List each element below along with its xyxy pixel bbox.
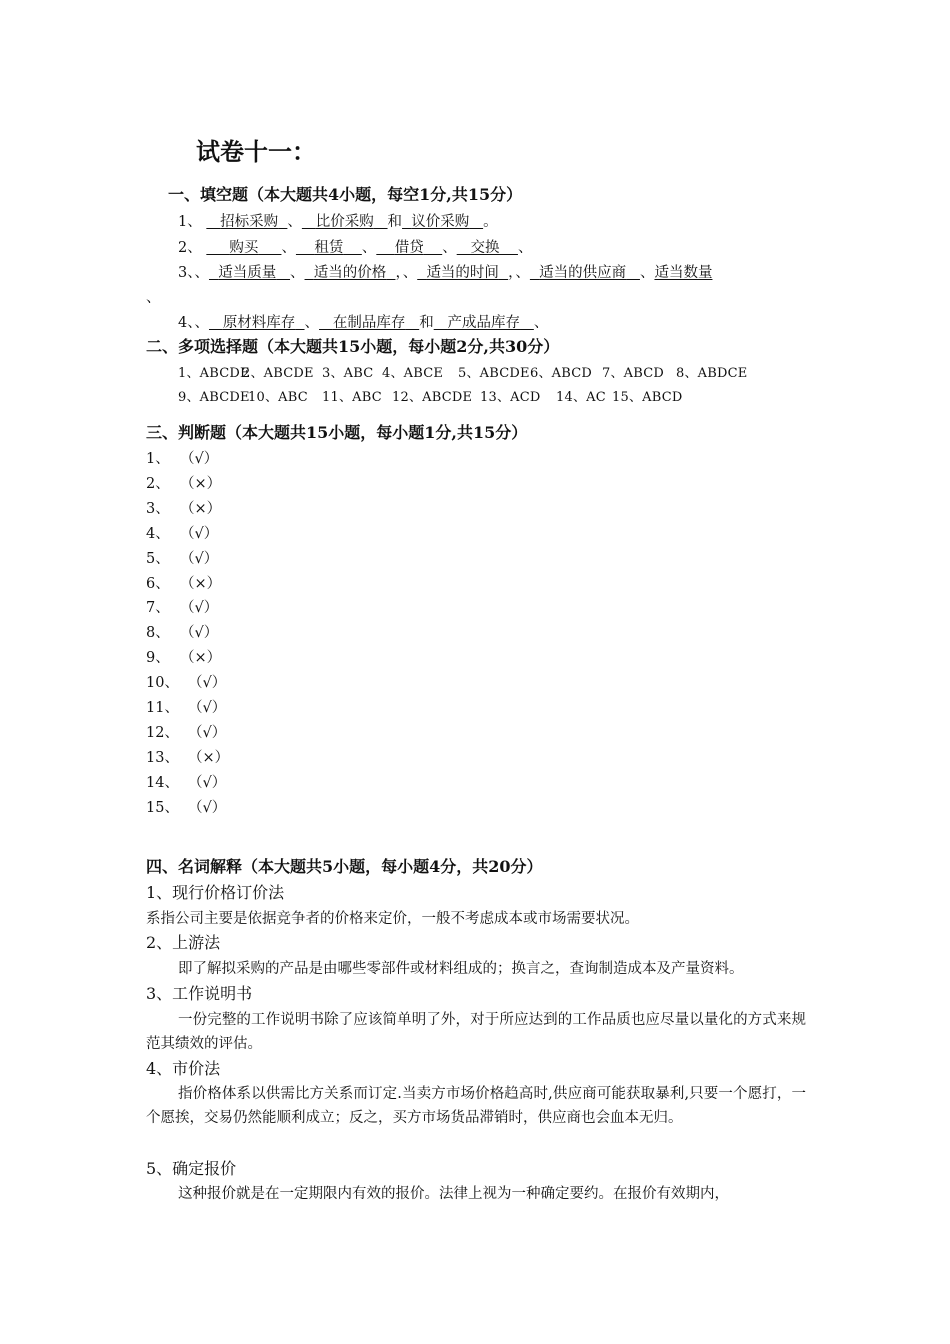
fill-question-4 bbox=[178, 313, 548, 333]
separator: 、 bbox=[287, 214, 302, 230]
separator: 、 bbox=[533, 315, 549, 331]
answer-blank: 招标采购 bbox=[220, 214, 279, 230]
separator: 和 bbox=[419, 315, 434, 331]
judge-item bbox=[146, 648, 221, 668]
answer-blank: 原材料库存 bbox=[222, 315, 296, 331]
answer-blank: 适当的时间 bbox=[426, 265, 499, 281]
judge-answer: （√） bbox=[188, 724, 227, 741]
multi-answer: 6、ABCD bbox=[530, 366, 593, 381]
judge-number: 13、 bbox=[146, 749, 179, 766]
judge-item bbox=[146, 474, 221, 494]
fill-question-1 bbox=[178, 212, 498, 232]
multi-answer: 8、ABDCE bbox=[676, 366, 748, 381]
question-number: 2、 bbox=[178, 240, 202, 256]
judge-number: 15、 bbox=[146, 799, 179, 816]
judge-number: 8、 bbox=[146, 625, 170, 642]
answer-blank: 适当质量 bbox=[218, 265, 277, 281]
judge-item bbox=[146, 524, 218, 544]
term-definition-2: 即了解拟采购的产品是由哪些零部件或材料组成的；换言之，查询制造成本及产量资料。 bbox=[178, 961, 744, 977]
judge-answer: （√） bbox=[180, 600, 219, 617]
multi-answer: 10、ABC bbox=[248, 390, 308, 405]
multi-answer: 5、ABCDE bbox=[458, 366, 530, 381]
judge-answer: （×） bbox=[180, 650, 222, 667]
term-title-3: 3、工作说明书 bbox=[146, 984, 253, 1003]
answer-blank: 议价采购 bbox=[411, 214, 470, 230]
multi-answer: 1、ABCDE bbox=[178, 366, 250, 381]
judge-item bbox=[146, 499, 221, 519]
multi-answer: 7、ABCD bbox=[602, 366, 665, 381]
judge-answer: （×） bbox=[188, 749, 230, 766]
multi-answers-row-1 bbox=[178, 365, 747, 383]
judge-answer: （√） bbox=[188, 675, 227, 692]
term-definition-5: 这种报价就是在一定期限内有效的报价。法律上视为一种确定要约。在报价有效期内， bbox=[178, 1186, 729, 1202]
separator: 、 bbox=[517, 240, 533, 256]
judge-item bbox=[146, 673, 226, 693]
multi-answer: 13、ACD bbox=[480, 390, 541, 405]
term-title-2: 2、上游法 bbox=[146, 933, 221, 952]
question-number: 1、 bbox=[178, 214, 202, 230]
term-title-4: 4、市价法 bbox=[146, 1059, 221, 1078]
judge-item bbox=[146, 449, 218, 469]
judge-number: 2、 bbox=[146, 475, 170, 492]
answer-blank: 产成品库存 bbox=[447, 315, 521, 331]
multi-answer: 9、ABCDE bbox=[178, 390, 250, 405]
judge-answer: （√） bbox=[180, 625, 219, 642]
separator: 、 bbox=[442, 240, 457, 256]
separator: 、 bbox=[290, 265, 305, 281]
section-judge-heading: 三、判断题（本大题共15小题，每小题1分,共15分） bbox=[146, 423, 528, 442]
multi-answer: 15、ABCD bbox=[612, 390, 683, 405]
separator: 、 bbox=[639, 265, 655, 281]
answer-blank: 借贷 bbox=[394, 240, 424, 256]
multi-answer: 4、ABCE bbox=[382, 366, 444, 381]
judge-number: 10、 bbox=[146, 675, 179, 692]
separator: ，、 bbox=[508, 265, 530, 281]
separator: 、 bbox=[304, 315, 320, 331]
judge-number: 4、 bbox=[146, 525, 170, 542]
judge-item bbox=[146, 723, 226, 743]
separator: 、 bbox=[281, 240, 296, 256]
judge-answer: （×） bbox=[180, 475, 222, 492]
judge-answer: （×） bbox=[180, 500, 222, 517]
judge-number: 9、 bbox=[146, 650, 170, 667]
answer-blank: 购买 bbox=[229, 240, 259, 256]
section-multi-heading: 二、多项选择题（本大题共15小题，每小题2分,共30分） bbox=[146, 337, 560, 356]
judge-item bbox=[146, 574, 221, 594]
answer-blank: 交换 bbox=[470, 240, 500, 256]
term-title-5: 5、确定报价 bbox=[146, 1159, 237, 1178]
judge-answer: （×） bbox=[180, 575, 222, 592]
question-number: 4、、 bbox=[178, 315, 209, 331]
term-title-1: 1、现行价格订价法 bbox=[146, 883, 285, 902]
judge-answer: （√） bbox=[188, 700, 227, 716]
judge-answer: （√） bbox=[188, 774, 227, 791]
fill-question-3 bbox=[178, 263, 712, 283]
separator: 、 bbox=[361, 240, 377, 256]
judge-item bbox=[146, 773, 226, 793]
answer-blank: 比价采购 bbox=[315, 214, 374, 230]
answer-blank: 租赁 bbox=[314, 240, 344, 256]
answer-blank: 适当的供应商 bbox=[539, 265, 627, 281]
term-definition-1: 系指公司主要是依据竞争者的价格来定价，一般不考虑成本或市场需要状况。 bbox=[146, 911, 639, 927]
separator: 和 bbox=[387, 214, 403, 230]
separator: ，、 bbox=[395, 265, 418, 281]
judge-number: 14、 bbox=[146, 774, 179, 791]
judge-answer: （√） bbox=[180, 451, 219, 467]
judge-answer: （√） bbox=[180, 550, 219, 567]
term-definition-3: 一份完整的工作说明书除了应该简单明了外，对于所应达到的工作品质也应尽量以量化的方式来规范其绩效的评估。 bbox=[146, 1012, 806, 1052]
judge-item bbox=[146, 598, 218, 618]
judge-item bbox=[146, 623, 218, 643]
judge-number: 7、 bbox=[146, 600, 170, 617]
fill-question-2 bbox=[178, 238, 532, 258]
judge-item bbox=[146, 549, 218, 569]
multi-answer: 14、AC bbox=[556, 390, 606, 405]
judge-answer: （√） bbox=[188, 799, 227, 816]
multi-answer: 12、ABCDE bbox=[392, 390, 473, 405]
judge-number: 1、 bbox=[146, 451, 170, 467]
term-definition-4: 指价格体系以供需比方关系而订定.当卖方市场价格趋高时,供应商可能获取暴利,只要一个愿打，一个愿挨，交易仍然能顺利成立；反之，买方市场货品滞销时，供应商也会血本无归。 bbox=[146, 1086, 806, 1126]
fill-question-3-continuation: 、 bbox=[146, 290, 161, 306]
judge-number: 3、 bbox=[146, 500, 170, 517]
judge-item bbox=[146, 748, 229, 768]
section-fill-heading: 一、填空题（本大题共4小题，每空1分,共15分） bbox=[168, 185, 523, 204]
judge-item bbox=[146, 798, 226, 818]
multi-answer: 3、ABC bbox=[322, 366, 374, 381]
answer-blank: 适当的价格 bbox=[313, 265, 387, 281]
judge-answer: （√） bbox=[180, 525, 219, 542]
judge-number: 6、 bbox=[146, 575, 170, 592]
multi-answers-row-2 bbox=[178, 389, 683, 407]
judge-number: 11、 bbox=[146, 700, 179, 716]
section-terms-heading: 四、名词解释（本大题共5小题，每小题4分，共20分） bbox=[146, 857, 543, 876]
judge-number: 12、 bbox=[146, 724, 179, 741]
multi-answer: 11、ABC bbox=[322, 390, 382, 405]
answer-blank: 适当数量 bbox=[654, 265, 713, 281]
multi-answer: 2、ABCDE bbox=[242, 366, 314, 381]
judge-item bbox=[146, 698, 226, 718]
page-title: 试卷十一： bbox=[196, 137, 316, 166]
judge-number: 5、 bbox=[146, 550, 170, 567]
answer-blank: 在制品库存 bbox=[332, 315, 406, 331]
separator: 。 bbox=[483, 214, 498, 230]
question-number: 3、、 bbox=[178, 265, 209, 281]
